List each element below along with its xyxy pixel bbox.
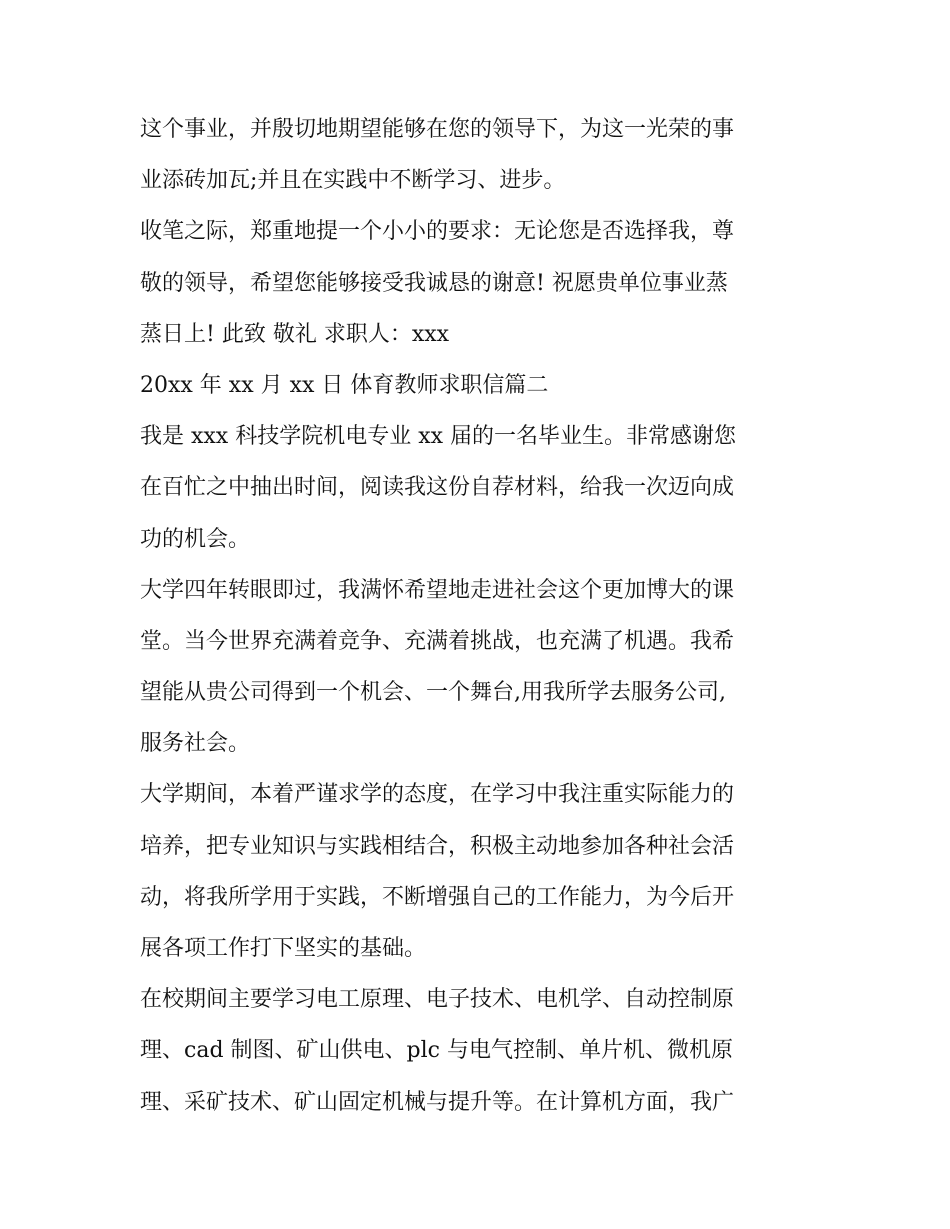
text-line: 展各项工作打下坚实的基础。 [140,936,427,961]
text-line: 这个事业，并殷切地期望能够在您的领导下，为这一光荣的事 [140,117,735,142]
text-line: 培养，把专业知识与实践相结合，积极主动地参加各种社会活 [140,833,735,859]
text-line: 敬的领导，希望您能够接受我诚恳的谢意! 祝愿贵单位事业蒸 [140,270,728,296]
text-line: 收笔之际，郑重地提一个小小的要求：无论您是否选择我，尊 [140,219,735,245]
text-line: 在百忙之中抽出时间，阅读我这份自荐材料，给我一次迈向成 [140,475,735,501]
text-line: 业添砖加瓦;并且在实践中不断学习、进步。 [140,168,566,194]
text-line: 在校期间主要学习电工原理、电子技术、电机学、自动控制原 [140,987,735,1013]
body-text [140,104,820,1128]
section-heading: 20xx 年 xx 月 xx 日 体育教师求职信篇二 [140,372,549,398]
text-line: 大学四年转眼即过，我满怀希望地走进社会这个更加博大的课 [140,577,735,603]
text-line: 我是 xxx 科技学院机电专业 xx 届的一名毕业生。非常感谢您 [140,424,737,450]
text-line: 服务社会。 [140,731,251,757]
text-line: 大学期间，本着严谨求学的态度，在学习中我注重实际能力的 [140,782,735,808]
text-line: 堂。当今世界充满着竞争、充满着挑战，也充满了机遇。我希 [140,628,735,654]
text-line: 望能从贵公司得到一个机会、一个舞台,用我所学去服务公司, [140,680,726,706]
text-line: 蒸日上! 此致 敬礼 求职人：xxx [140,321,450,347]
text-line: 动，将我所学用于实践，不断增强自己的工作能力，为今后开 [140,884,735,910]
text-line: 功的机会。 [140,526,251,552]
text-line: 理、cad 制图、矿山供电、plc 与电气控制、单片机、微机原 [140,1038,733,1064]
text-line: 理、采矿技术、矿山固定机械与提升等。在计算机方面，我广 [140,1089,735,1115]
